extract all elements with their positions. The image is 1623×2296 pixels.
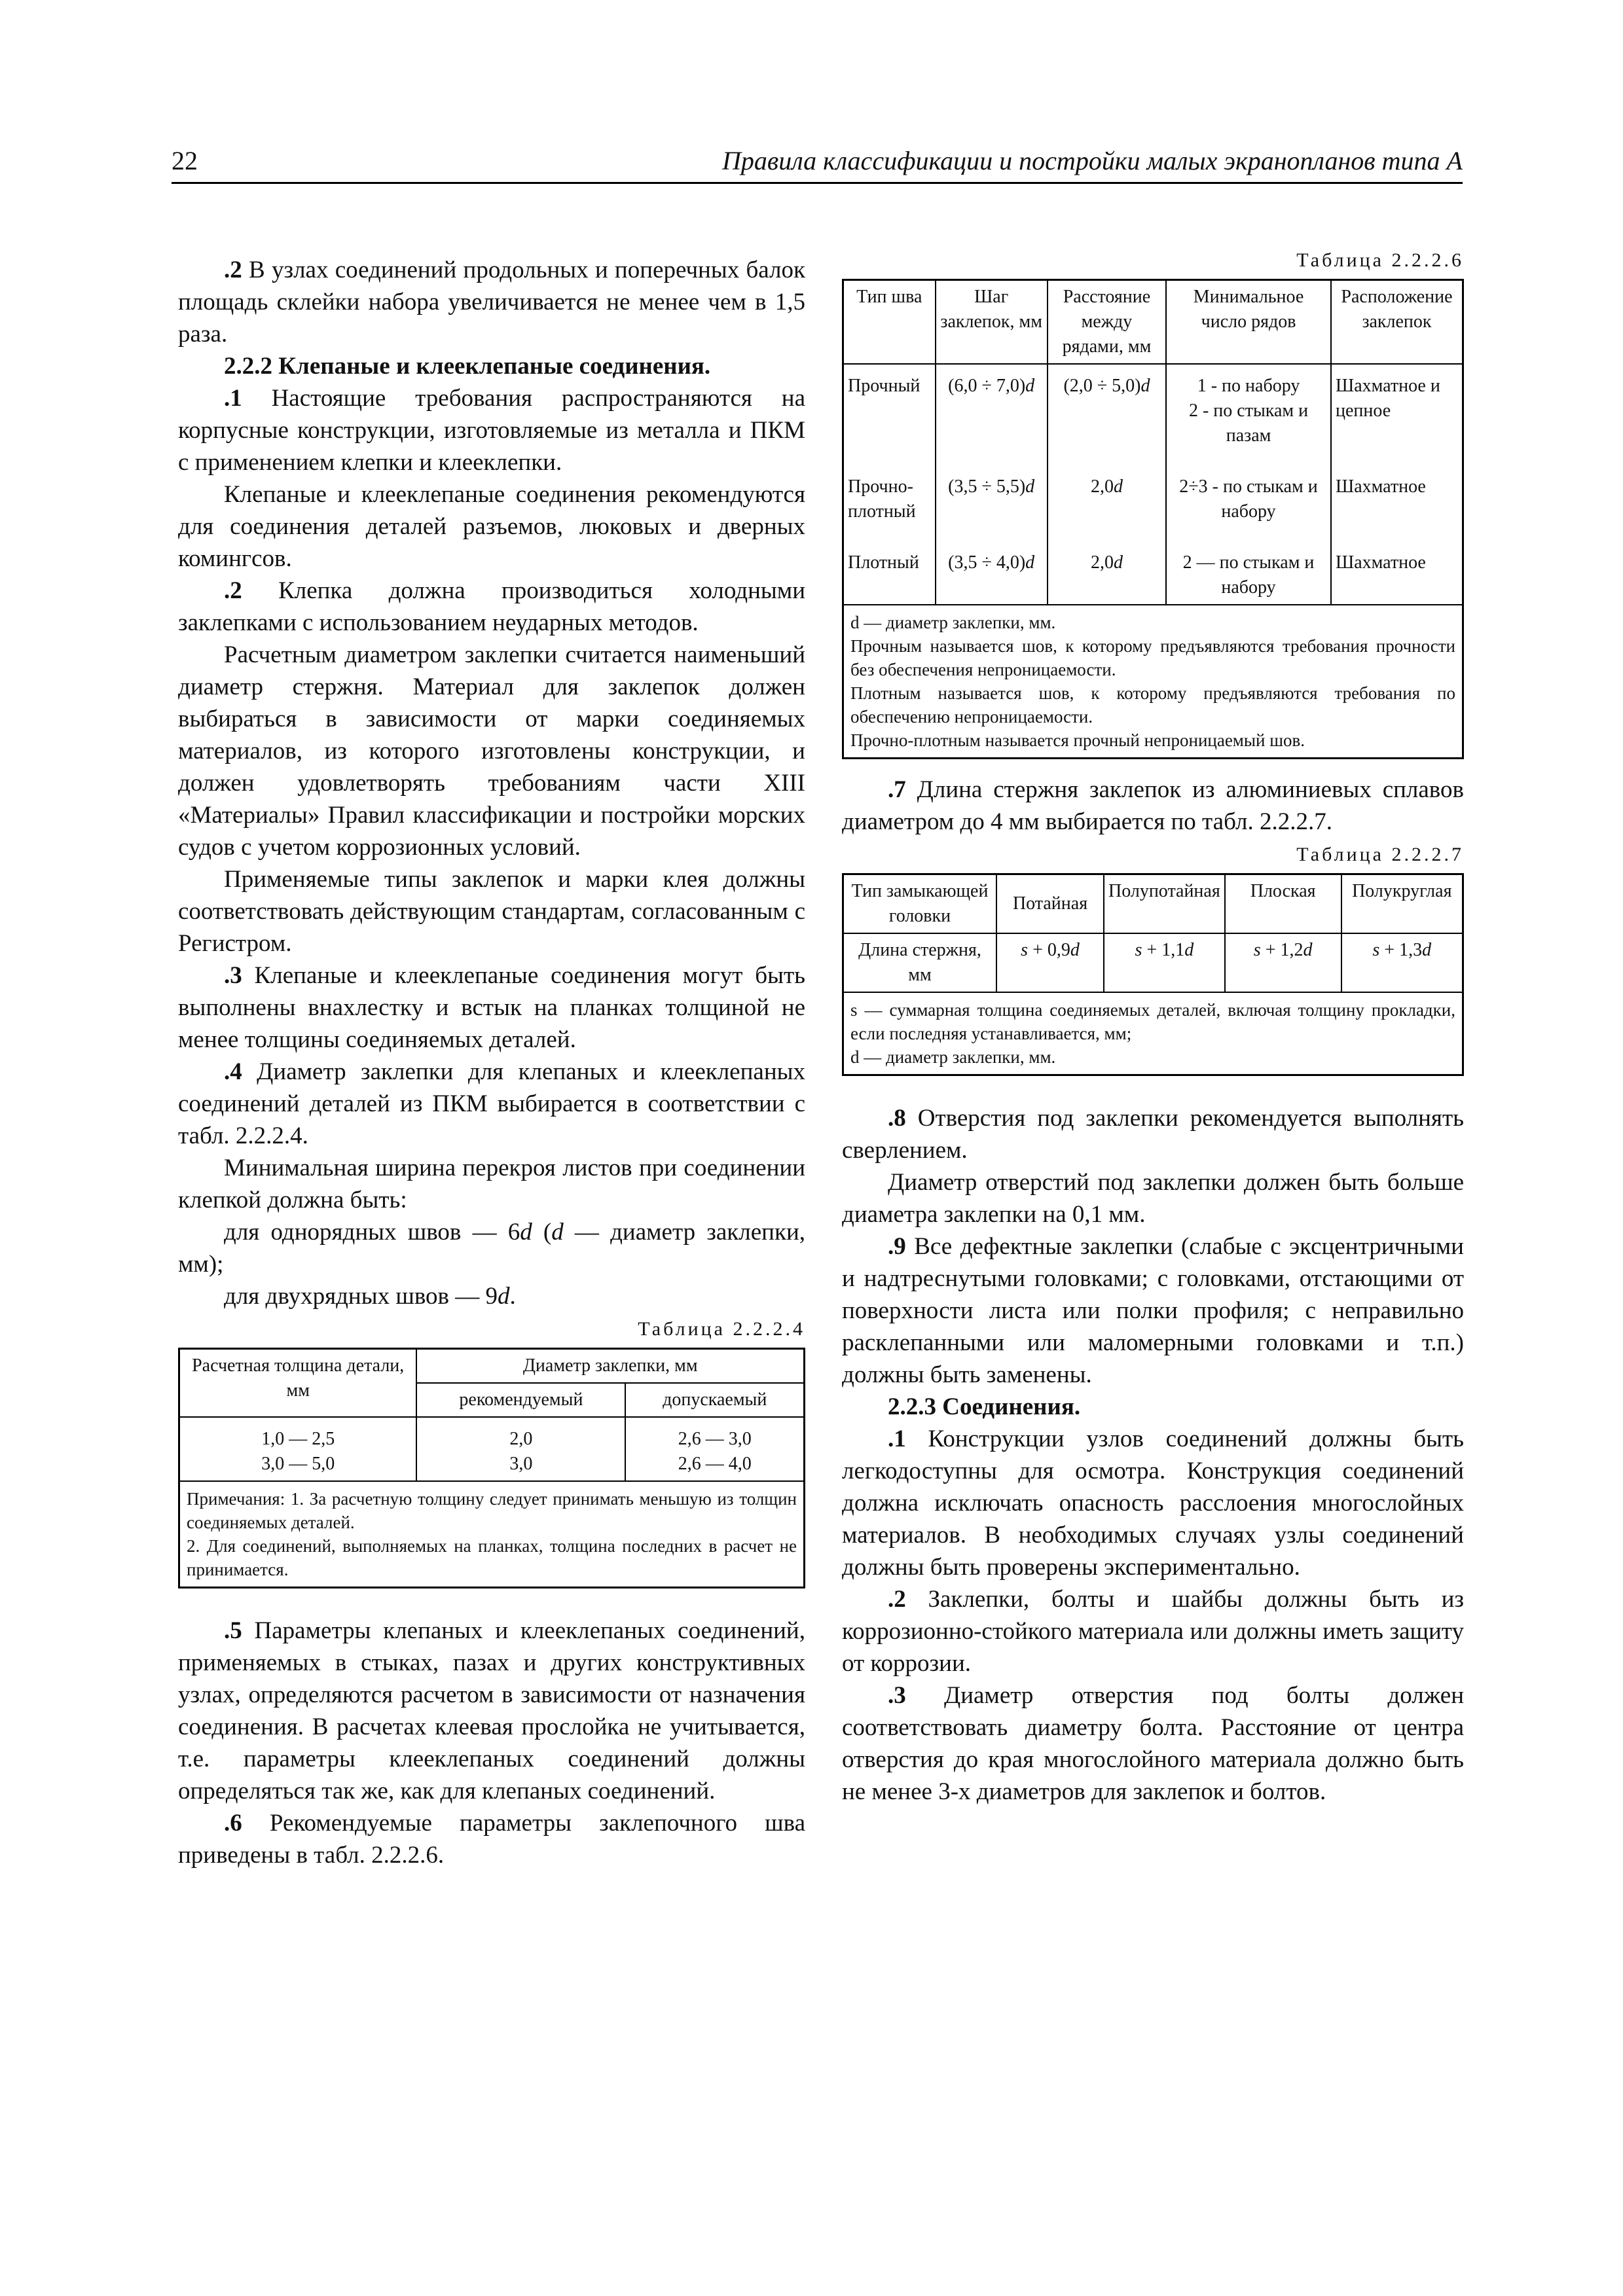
table-cell: Шахматное и цепное	[1331, 364, 1463, 452]
table-cell: s + 1,1d	[1104, 933, 1225, 992]
table-cell: (3,5 ÷ 5,5)	[948, 476, 1026, 497]
table-header-cell: допускаемый	[625, 1383, 804, 1417]
table-2-2-2-6	[842, 279, 1464, 759]
table-cell: 2,0	[509, 1429, 533, 1449]
table-header-cell: Минимальное число рядов	[1166, 280, 1331, 365]
table-caption-2-2-2-7: Таблица 2.2.2.7	[1296, 844, 1464, 865]
left-column	[178, 254, 805, 1871]
table-cell: 2,0	[1090, 476, 1114, 497]
table-note: d — диаметр заклепки, мм. Прочным называется шов, к которому предъявляются требования прочности без обеспечения непроницаемости. Плотным называется шов, к которому предъявляются требования по обеспечению непроницаемости. Прочно-плотным называется прочный непроницаемый шов.	[843, 605, 1463, 759]
paragraph: .2 В узлах соединений продольных и поперечных балок площадь склейки набора увеличивается не менее чем в 1,5 раза.	[178, 257, 805, 348]
right-column	[842, 243, 1464, 1808]
table-cell: Плотный	[843, 528, 936, 605]
paragraph: .4 Диаметр заклепки для клепаных и клееклепаных соединений деталей из ПКМ выбирается в соответствии с табл. 2.2.2.4.	[178, 1058, 805, 1149]
paragraph: .6 Рекомендуемые параметры заклепочного шва приведены в табл. 2.2.2.6.	[178, 1810, 805, 1869]
table-header-cell: Плоская	[1225, 874, 1341, 934]
table-cell: 2÷3 - по стыкам и набору	[1166, 452, 1331, 528]
table-cell: 3,0	[509, 1454, 533, 1474]
table-header-cell: Расчетная толщина детали, мм	[179, 1349, 417, 1418]
table-cell: 2,6 — 4,0	[678, 1454, 752, 1474]
paragraph: .2 Клепка должна производиться холодными заклепками с использованием неударных методов.	[178, 577, 805, 636]
table-header-cell: Потайная	[996, 874, 1104, 934]
paragraph: для однорядных швов — 6d (d — диаметр заклепки, мм);	[178, 1219, 805, 1278]
table-row: Прочный (6,0 ÷ 7,0)d (2,0 ÷ 5,0)d 1 - по набору 2 - по стыкам и пазам Шахматное и цепное	[843, 364, 1463, 452]
running-title: Правила классификации и постройки малых экранопланов типа А	[721, 146, 1463, 175]
table-2-2-2-4	[178, 1348, 805, 1588]
paragraph: .3 Клепаные и клееклепаные соединения могут быть выполнены внахлестку и встык на планках толщиной не менее толщины соединяемых деталей.	[178, 962, 805, 1053]
table-row	[843, 933, 1463, 992]
table-header-cell: Тип шва	[843, 280, 936, 365]
page-header	[172, 143, 1463, 184]
paragraph: .3 Диаметр отверстия под болты должен соответствовать диаметру болта. Расстояние от центра отверстия до края многослойного материала должно быть не менее 3-х диаметров для заклепок и болтов.	[842, 1682, 1464, 1805]
table-row: Прочно-плотный (3,5 ÷ 5,5)d 2,0d 2÷3 - по стыкам и набору Шахматное	[843, 452, 1463, 528]
table-cell: Прочно-плотный	[843, 452, 936, 528]
paragraph: Клепаные и клееклепаные соединения рекомендуются для соединения деталей разъемов, люковых и дверных комингсов.	[178, 481, 805, 572]
table-caption-2-2-2-4: Таблица 2.2.2.4	[638, 1318, 805, 1340]
table-header-cell: Диаметр заклепки, мм	[416, 1349, 804, 1384]
table-note: s — суммарная толщина соединяемых деталей, включая толщину прокладки, если последняя устанавливается, мм; d — диаметр заклепки, мм.	[843, 992, 1463, 1075]
table-cell: Шахматное	[1331, 528, 1463, 605]
table-cell: s + 1,3d	[1341, 933, 1463, 992]
table-cell: (3,5 ÷ 4,0)	[948, 552, 1026, 573]
table-note: Примечания: 1. За расчетную толщину следует принимать меньшую из толщин соединяемых деталей. 2. Для соединений, выполняемых на планках, толщина последних в расчет не принимается.	[179, 1481, 805, 1588]
table-row	[179, 1417, 805, 1481]
paragraph: .2 Заклепки, болты и шайбы должны быть из коррозионно-стойкого материала или должны иметь защиту от коррозии.	[842, 1586, 1464, 1677]
paragraph: .7 Длина стержня заклепок из алюминиевых сплавов диаметром до 4 мм выбирается по табл. 2.2.2.7.	[842, 776, 1464, 835]
section-heading-2-2-2: 2.2.2 Клепаные и клееклепаные соединения.	[224, 353, 711, 380]
paragraph: .1 Конструкции узлов соединений должны быть легкодоступны для осмотра. Конструкция соединений должна исключать опасность расслоения многослойных материалов. В необходимых случаях узлы соединений должны быть проверены экспериментально.	[842, 1426, 1464, 1581]
table-cell: 2,6 — 3,0	[678, 1429, 752, 1449]
paragraph: Расчетным диаметром заклепки считается наименьший диаметр стержня. Материал для заклепок должен выбираться в зависимости от марки соединяемых материалов, из которого изготовлены конструкции, и должен удовлетворять требованиям части XIII «Материалы» Правил классификации и постройки морских судов с учетом коррозионных условий.	[178, 641, 805, 861]
table-header-cell: Расстояние между рядами, мм	[1048, 280, 1166, 365]
table-cell: 1,0 — 2,5	[261, 1429, 335, 1449]
table-cell: 2 — по стыкам и набору	[1166, 528, 1331, 605]
table-header-cell: Тип замыкающей головки	[843, 874, 997, 934]
table-cell: s + 1,2d	[1225, 933, 1341, 992]
table-cell: Длина стержня, мм	[843, 933, 997, 992]
table-header-cell: Расположение заклепок	[1331, 280, 1463, 365]
paragraph: .9 Все дефектные заклепки (слабые с эксцентричными и надтреснутыми головками; с головками, отстающими от поверхности листа или полки профиля; с неправильно расклепанными или маломерными головками и т.п.) должны быть заменены.	[842, 1233, 1464, 1388]
table-caption-2-2-2-6: Таблица 2.2.2.6	[1296, 249, 1464, 271]
paragraph: Минимальная ширина перекроя листов при соединении клепкой должна быть:	[178, 1155, 805, 1213]
table-cell: 3,0 — 5,0	[261, 1454, 335, 1474]
table-header-cell: Шаг заклепок, мм	[936, 280, 1048, 365]
table-2-2-2-7	[842, 873, 1464, 1076]
table-header-cell: Полупотайная	[1104, 874, 1225, 934]
table-cell: (2,0 ÷ 5,0)	[1063, 376, 1141, 396]
table-header-cell: рекомендуемый	[416, 1383, 625, 1417]
paragraph: Диаметр отверстий под заклепки должен быть больше диаметра заклепки на 0,1 мм.	[842, 1169, 1464, 1228]
page-number: 22	[172, 146, 198, 175]
table-cell: Шахматное	[1331, 452, 1463, 528]
table-cell: (6,0 ÷ 7,0)	[948, 376, 1026, 396]
paragraph: .1 Настоящие требования распространяются на корпусные конструкции, изготовляемые из металла и ПКМ с применением клепки и клееклепки.	[178, 385, 805, 476]
table-cell: Прочный	[843, 364, 936, 452]
paragraph: .8 Отверстия под заклепки рекомендуется выполнять сверлением.	[842, 1105, 1464, 1164]
paragraph: для двухрядных швов — 9d.	[224, 1283, 516, 1310]
paragraph: .5 Параметры клепаных и клееклепаных соединений, применяемых в стыках, пазах и других конструктивных узлах, определяются расчетом в зависимости от назначения соединения. В расчетах клеевая прослойка не учитывается, т.е. параметры клееклепаных соединений должны определяться так же, как для клепаных соединений.	[178, 1617, 805, 1804]
table-row: Плотный (3,5 ÷ 4,0)d 2,0d 2 — по стыкам и набору Шахматное	[843, 528, 1463, 605]
table-header-cell: Полукруглая	[1341, 874, 1463, 934]
table-cell: 1 - по набору	[1197, 376, 1300, 396]
table-cell: 2,0	[1090, 552, 1114, 573]
table-cell: 2 - по стыкам и пазам	[1188, 401, 1309, 446]
section-heading-2-2-3: 2.2.3 Соединения.	[888, 1393, 1081, 1420]
paragraph: Применяемые типы заклепок и марки клея должны соответствовать действующим стандартам, согласованным с Регистром.	[178, 866, 805, 957]
table-cell: s + 0,9d	[996, 933, 1104, 992]
